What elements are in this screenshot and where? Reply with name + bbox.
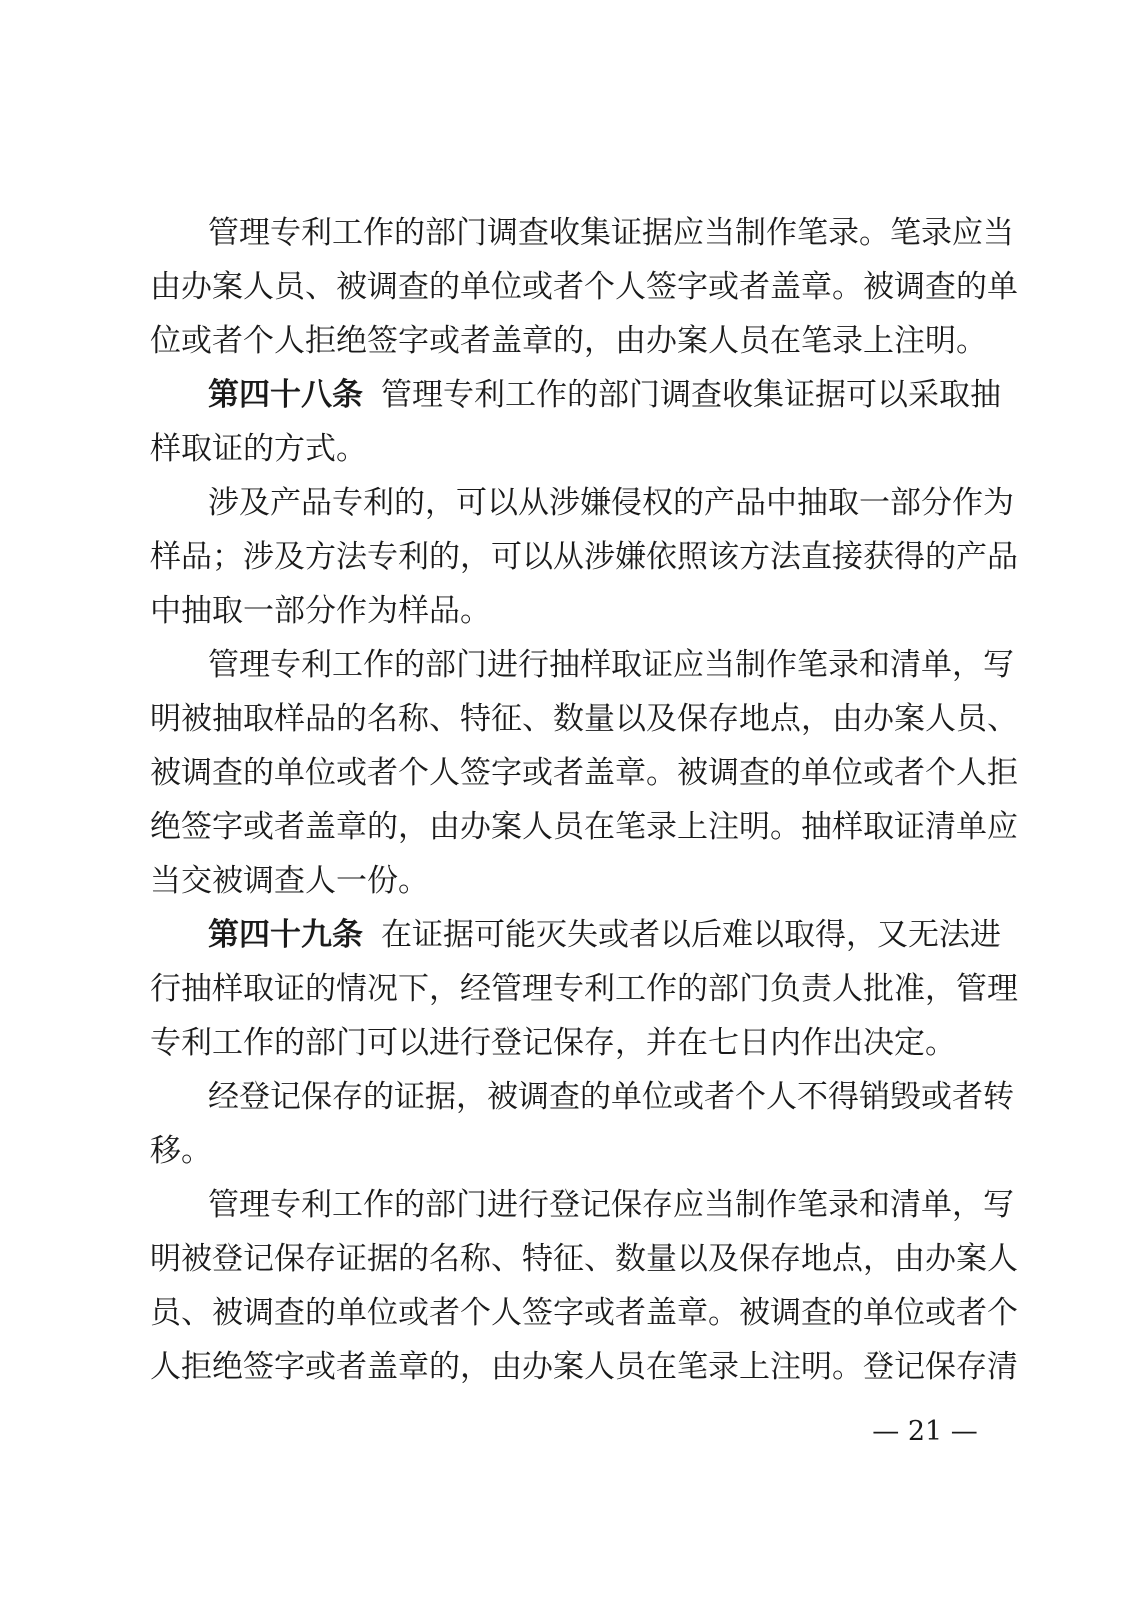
paragraph-line: 被调查的单位或者个人签字或者盖章。被调查的单位或者个人拒 [150, 755, 1018, 791]
article-text: 管理专利工作的部门调查收集证据可以采取抽 [381, 377, 1001, 413]
article-heading: 第四十八条 [208, 377, 363, 413]
paragraph-line: 经登记保存的证据，被调查的单位或者个人不得销毁或者转 [208, 1079, 1014, 1115]
paragraph-line: 管理专利工作的部门进行抽样取证应当制作笔录和清单，写 [208, 647, 1014, 683]
paragraph-line: 中抽取一部分作为样品。 [150, 593, 491, 629]
paragraph-line: 明被登记保存证据的名称、特征、数量以及保存地点，由办案人 [150, 1241, 1018, 1277]
article-heading: 第四十九条 [208, 917, 363, 953]
paragraph-line: 员、被调查的单位或者个人签字或者盖章。被调查的单位或者个 [150, 1295, 1018, 1331]
article-48-line [208, 375, 1001, 415]
paragraph-line: 移。 [150, 1133, 212, 1169]
paragraph-line: 由办案人员、被调查的单位或者个人签字或者盖章。被调查的单 [150, 269, 1018, 305]
paragraph-line: 当交被调查人一份。 [150, 863, 429, 899]
paragraph-line: 人拒绝签字或者盖章的，由办案人员在笔录上注明。登记保存清 [150, 1349, 1018, 1385]
paragraph-line: 专利工作的部门可以进行登记保存，并在七日内作出决定。 [150, 1025, 956, 1061]
page-number: — 21 — [872, 1416, 978, 1447]
paragraph-line: 管理专利工作的部门进行登记保存应当制作笔录和清单，写 [208, 1187, 1014, 1223]
article-text: 在证据可能灭失或者以后难以取得，又无法进 [381, 917, 1001, 953]
paragraph-line: 行抽样取证的情况下，经管理专利工作的部门负责人批准，管理 [150, 971, 1018, 1007]
paragraph-line: 明被抽取样品的名称、特征、数量以及保存地点，由办案人员、 [150, 701, 1018, 737]
paragraph-line: 管理专利工作的部门调查收集证据应当制作笔录。笔录应当 [208, 215, 1014, 251]
paragraph-line: 位或者个人拒绝签字或者盖章的，由办案人员在笔录上注明。 [150, 323, 987, 359]
paragraph-line: 涉及产品专利的，可以从涉嫌侵权的产品中抽取一部分作为 [208, 485, 1014, 521]
paragraph-line: 样品；涉及方法专利的，可以从涉嫌依照该方法直接获得的产品 [150, 539, 1018, 575]
paragraph-line: 样取证的方式。 [150, 431, 367, 467]
paragraph-line: 绝签字或者盖章的，由办案人员在笔录上注明。抽样取证清单应 [150, 809, 1018, 845]
article-49-line [208, 915, 1001, 955]
